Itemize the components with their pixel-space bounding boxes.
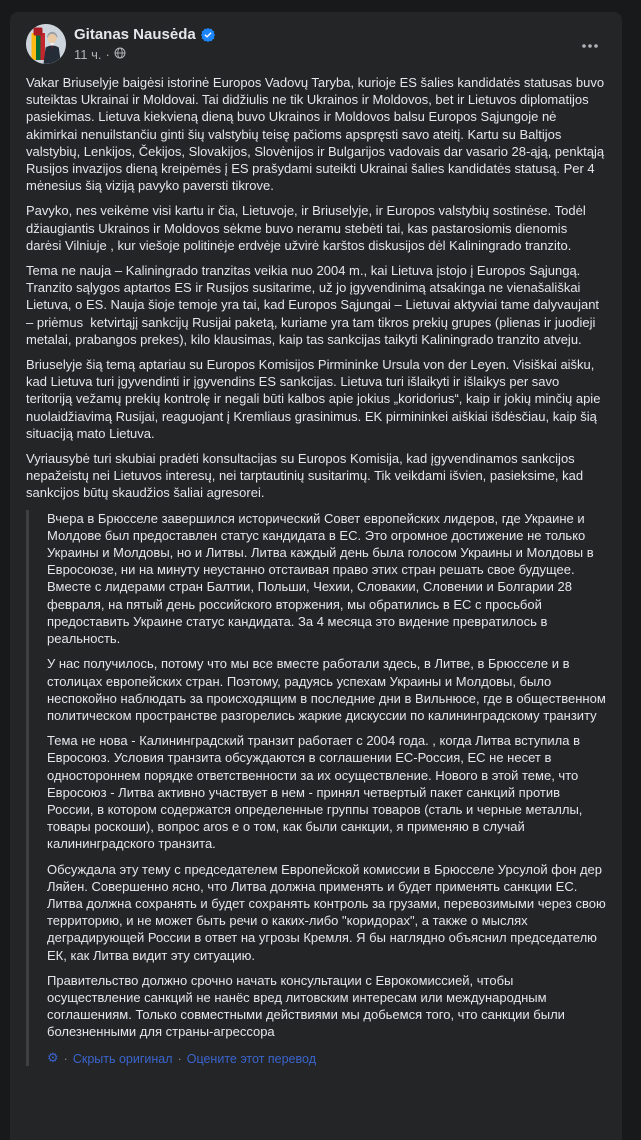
translated-paragraph: Тема не нова - Калининградский транзит работает с 2004 года. , когда Литва вступила в Евросоюз. Условия транзита обсуждаются в соглашении ЕС-Россия, ЕС не несет в одностороннем порядке ответственности за их осуществление. Нового в этой теме, что Евросоюз - Литва активно участвует в нем - принял четвертый пакет санкций против России, в котором содержатся определенные группы товаров (сталь и черные металлы, товары роскоши), вопрос aros e о том, как были санкции, я применяю в случай калининградского транзита.	[47, 733, 583, 852]
timestamp[interactable]: 11 ч.	[74, 47, 102, 62]
rate-translation-link[interactable]: Оцените этот перевод	[186, 1051, 316, 1066]
three-dots-icon	[580, 36, 600, 56]
profile-photo	[26, 24, 66, 64]
avatar[interactable]	[26, 24, 66, 64]
hide-original-link[interactable]: Скрыть оригинал	[72, 1051, 173, 1066]
verified-badge-icon	[201, 28, 215, 42]
facebook-post-card	[10, 12, 622, 1140]
translated-paragraph: Обсуждала эту тему с председателем Европейской комиссии в Брюсселе Урсулой фон дер Ляйен. Совершенно ясно, что Литва должна применять и будет применять санкции ЕС. Литва должна сохранять и будет сохранять контроль за грузами, перевозимыми через свою территорию, и не может быть речи о каких-либо "коридорах", а также о мыслях деградирующей России в ответ на угрозы Кремля. Я бы наглядно объяснил председателю ЕК, как Литва видит эту ситуацию.	[47, 861, 606, 963]
dot-separator: ·	[63, 1051, 68, 1066]
more-options-button[interactable]	[574, 30, 606, 62]
translation-footer	[47, 1052, 606, 1066]
translated-paragraph: Правительство должно срочно начать консультации с Еврокомиссией, чтобы осуществление санкций не нанёс вред литовским интересам или международным соглашениям. Только совместными действиями мы добьемся того, что санкции были болезненными для страны-агрессора	[47, 972, 565, 1040]
post-body	[26, 74, 606, 502]
dot-separator: ·	[177, 1051, 182, 1066]
post-paragraph: Tema ne nauja – Kaliningrado tranzitas veikia nuo 2004 m., kai Lietuva įstojo į Europos Sąjungą. Tranzito sąlygos aptartos ES ir Rusijos susitarime, už jo įgyvendinimą atsakinga ne vienašališkai Lietuva, o ES. Nauja šioje temoje yra tai, kad Europos Sąjungai – Lietuvai aktyviai tame dalyvaujant – priėmus ketvirtąjį sankcijų Rusijai paketą, kuriame yra tam tikros prekių grupes (plienas ir juodieji metalai, prabangos prekes), kilo klausimas, kaip tas sankcijas taikyti Kaliningrado tranzito atveju.	[26, 263, 603, 347]
translation-block	[26, 510, 606, 1066]
globe-icon	[114, 47, 126, 62]
translated-paragraph: Вчера в Брюсселе завершился исторический Совет европейских лидеров, где Украине и Молдове был предоставлен статус кандидата в ЕС. Это огромное достижение не только Украины и Молдовы, но и Литвы. Литва каждый день была голосом Украины и Молдовы в Евросоюзе, ни на минуту неустанно отстаивая право этих стран решать свое будущее. Вместе с лидерами стран Балтии, Польши, Чехии, Словакии, Словении и Болгарии 28 февраля, на пятый день российского вторжения, мы обратились в ЕС с просьбой предоставить Украине статус кандидата. За 4 месяца это видение превратилось в реальность.	[47, 510, 594, 647]
author-name[interactable]: Gitanas Nausėda	[74, 26, 196, 43]
dot-separator: ·	[105, 47, 110, 62]
post-paragraph: Pavyko, nes veikėme visi kartu ir čia, Lietuvoje, ir Briuselyje, ir Europos valstybių sostinėse. Todėl džiaugiantis Ukrainos ir Moldovos sėkme buvo neramu stebėti tai, kas pastarosiomis dienomis darėsi Vilniuje , kur viešoje politinėje erdvėje užvirė karštos diskusijos dėl Kaliningrado tranzito.	[26, 203, 590, 253]
post-paragraph: Vyriausybė turi skubiai pradėti konsultacijas su Europos Komisija, kad įgyvendinamos sankcijos nepažeistų nei Lietuvos interesų, nei tarptautinių susitarimų. Tik veikdami išvien, pasieksime, kad sankcijos būtų skaudžios šaliai agresorei.	[26, 451, 587, 501]
translation-settings-gear-icon[interactable]: ⚙	[47, 1051, 59, 1067]
header-meta	[74, 24, 574, 62]
post-paragraph: Vakar Briuselyje baigėsi istorinė Europos Vadovų Taryba, kurioje ES šalies kandidatės statusas buvo suteiktas Ukrainai ir Moldovai. Tai didžiulis ne tik Ukrainos ir Moldovos, bet ir Lietuvos diplomatijos pasiekimas. Lietuva kiekvieną dieną buvo Ukrainos ir Moldovos balsu Europos Sąjungoje nė akimirkai nenuilstančiu ginti šių valstybių teisę pačioms apspręsti savo ateitį. Kartu su Baltijos valstybių, Lenkijos, Čekijos, Slovakijos, Slovėnijos ir Bulgarijos vadovais dar vasario 28-ąją, penktąją Rusijos invazijos dieną kreipėmės į ES prašydami suteikti Ukrainai šalies kandidatės statusą. Per 4 mėnesius šią viziją pavyko paversti tikrove.	[26, 75, 608, 194]
post-paragraph: Briuselyje šią temą aptariau su Europos Komisijos Pirmininke Ursula von der Leyen. Visiškai aišku, kad Lietuva turi įgyvendinti ir įgyvendins ES sankcijas. Lietuva turi išlaikyti ir išlaikys per savo teritoriją vežamų prekių kontrolę ir negali būti kalbos apie jokius „koridorius“, kaip ir jokių minčių apie nuolaidžiavimą Rusijai, reaguojant į Kremliaus grasinimus. EK pirmininkei aiškiai išdėsčiau, kaip šią situaciją mato Lietuva.	[26, 357, 605, 441]
translated-paragraph: У нас получилось, потому что мы все вместе работали здесь, в Литве, в Брюсселе и в столицах европейских стран. Поэтому, радуясь успехам Украины и Молдовы, было неспокойно наблюдать за происходящим в последние дни в Вильнюсе, где в общественном политическом пространстве разгорелись жаркие дискуссии по калининградскому транзиту	[47, 656, 606, 723]
post-header	[26, 24, 606, 64]
